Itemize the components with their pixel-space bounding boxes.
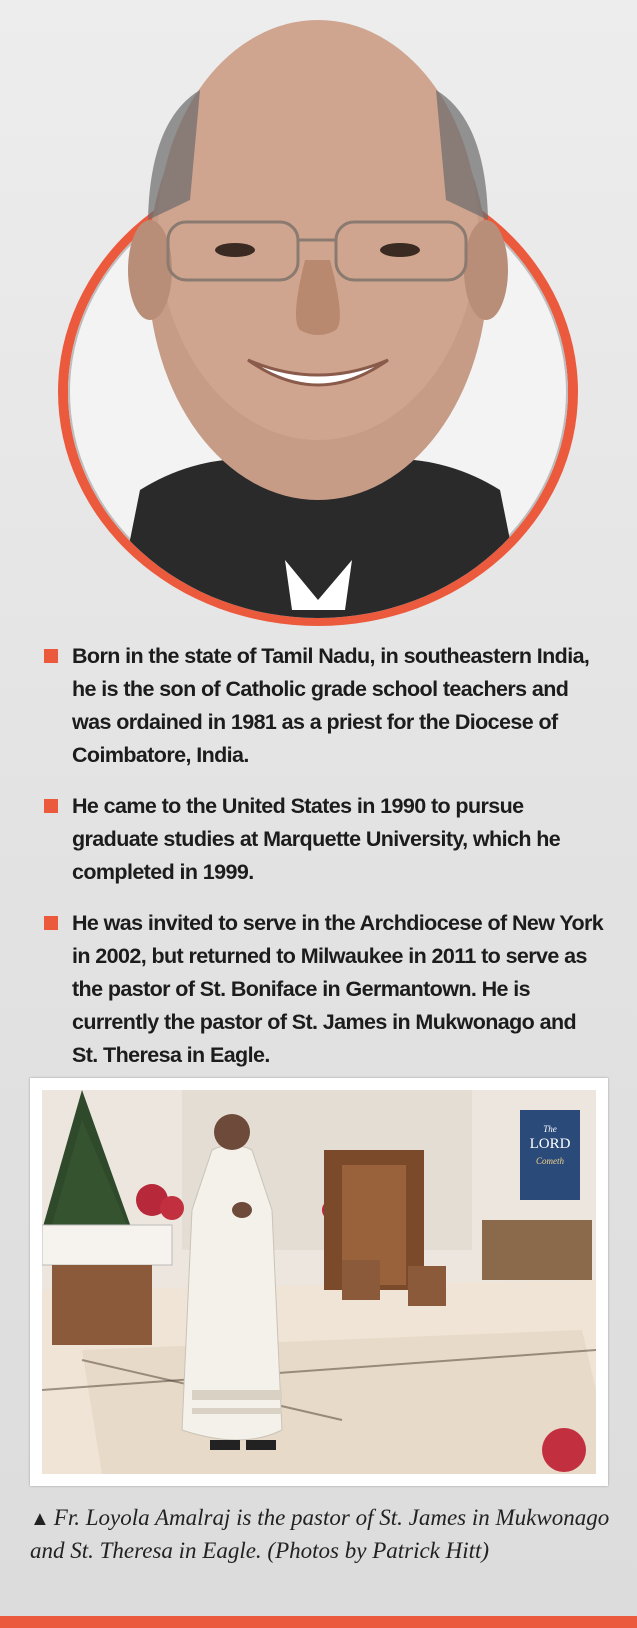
bottom-rule — [0, 1616, 637, 1628]
church-photo-frame — [30, 1078, 608, 1486]
banner-line-1: The — [543, 1124, 557, 1134]
fact-text: He was invited to serve in the Archdiocese of New York in 2002, but returned to Milwaukee in 2011 to serve as the pastor of St. Boniface in Germantown. He is currently the pastor of St. James in Mukwonago and St. Theresa in Eagle. — [72, 911, 604, 1067]
church-interior-illustration — [42, 1090, 596, 1474]
facts-list — [44, 640, 604, 1090]
photo-caption — [30, 1502, 630, 1567]
caption-text: Fr. Loyola Amalraj is the pastor of St. James in Mukwonago and St. Theresa in Eagle. (Photos by Patrick Hitt) — [30, 1505, 610, 1563]
bullet-square-icon — [44, 649, 58, 663]
bullet-square-icon — [44, 916, 58, 930]
fact-text: He came to the United States in 1990 to pursue graduate studies at Marquette University, which he completed in 1999. — [72, 794, 561, 884]
church-photo — [42, 1090, 596, 1474]
fact-text: Born in the state of Tamil Nadu, in southeastern India, he is the son of Catholic grade school teachers and was ordained in 1981 as a priest for the Diocese of Coimbatore, India. — [72, 644, 590, 767]
portrait-illustration — [0, 0, 637, 640]
list-item — [44, 640, 604, 772]
banner-line-2: LORD — [529, 1136, 571, 1152]
list-item — [44, 907, 604, 1072]
caption-marker-icon: ▲ — [30, 1508, 50, 1530]
bullet-square-icon — [44, 799, 58, 813]
banner-line-3: Cometh — [536, 1156, 564, 1166]
list-item — [44, 790, 604, 889]
